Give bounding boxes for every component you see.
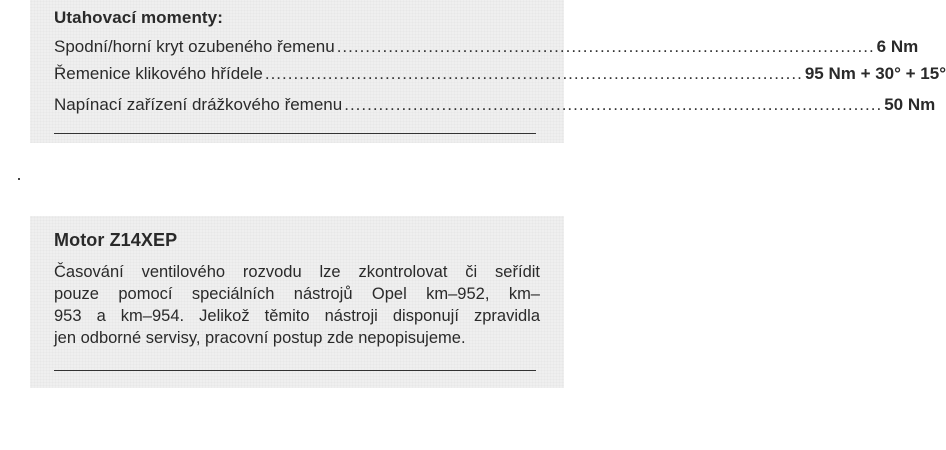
paragraph-line: Časování ventilového rozvodu lze zkontrolovat či seřídit — [54, 263, 540, 281]
torque-row — [54, 37, 919, 61]
torque-row-label: Napínací zařízení drážkového řemenu — [54, 95, 343, 114]
torque-panel — [30, 0, 946, 143]
torque-row-label: Spodní/horní kryt ozubeného řemenu — [54, 37, 335, 56]
torque-row-value: 95 Nm + 30° + 15° — [804, 64, 946, 83]
section-divider — [54, 370, 536, 371]
paragraph-line: jen odborné servisy, pracovní postup zde nepopisujeme. — [54, 329, 466, 347]
paragraph-line: 953 a km–954. Jelikož těmito nástroji disponují zpravidla — [54, 307, 540, 325]
torque-row — [54, 95, 936, 119]
dot-leader: .............................................................................................. — [344, 95, 883, 114]
torque-row-value: 6 Nm — [876, 37, 919, 56]
dot-leader: .............................................................................................. — [336, 37, 875, 56]
paragraph-line: pouze pomocí speciálních nástrojů Opel km–952, km– — [54, 285, 540, 303]
torque-heading: Utahovací momenty: — [54, 8, 224, 27]
dot-leader: .............................................................................................. — [264, 64, 803, 83]
torque-row — [54, 64, 946, 88]
torque-row-value: 50 Nm — [884, 95, 936, 114]
engine-panel — [30, 216, 564, 388]
engine-paragraph — [54, 261, 540, 349]
stray-mark — [18, 178, 20, 180]
engine-heading: Motor Z14XEP — [54, 230, 178, 250]
torque-row-label: Řemenice klikového hřídele — [54, 64, 263, 83]
section-divider — [54, 133, 536, 134]
